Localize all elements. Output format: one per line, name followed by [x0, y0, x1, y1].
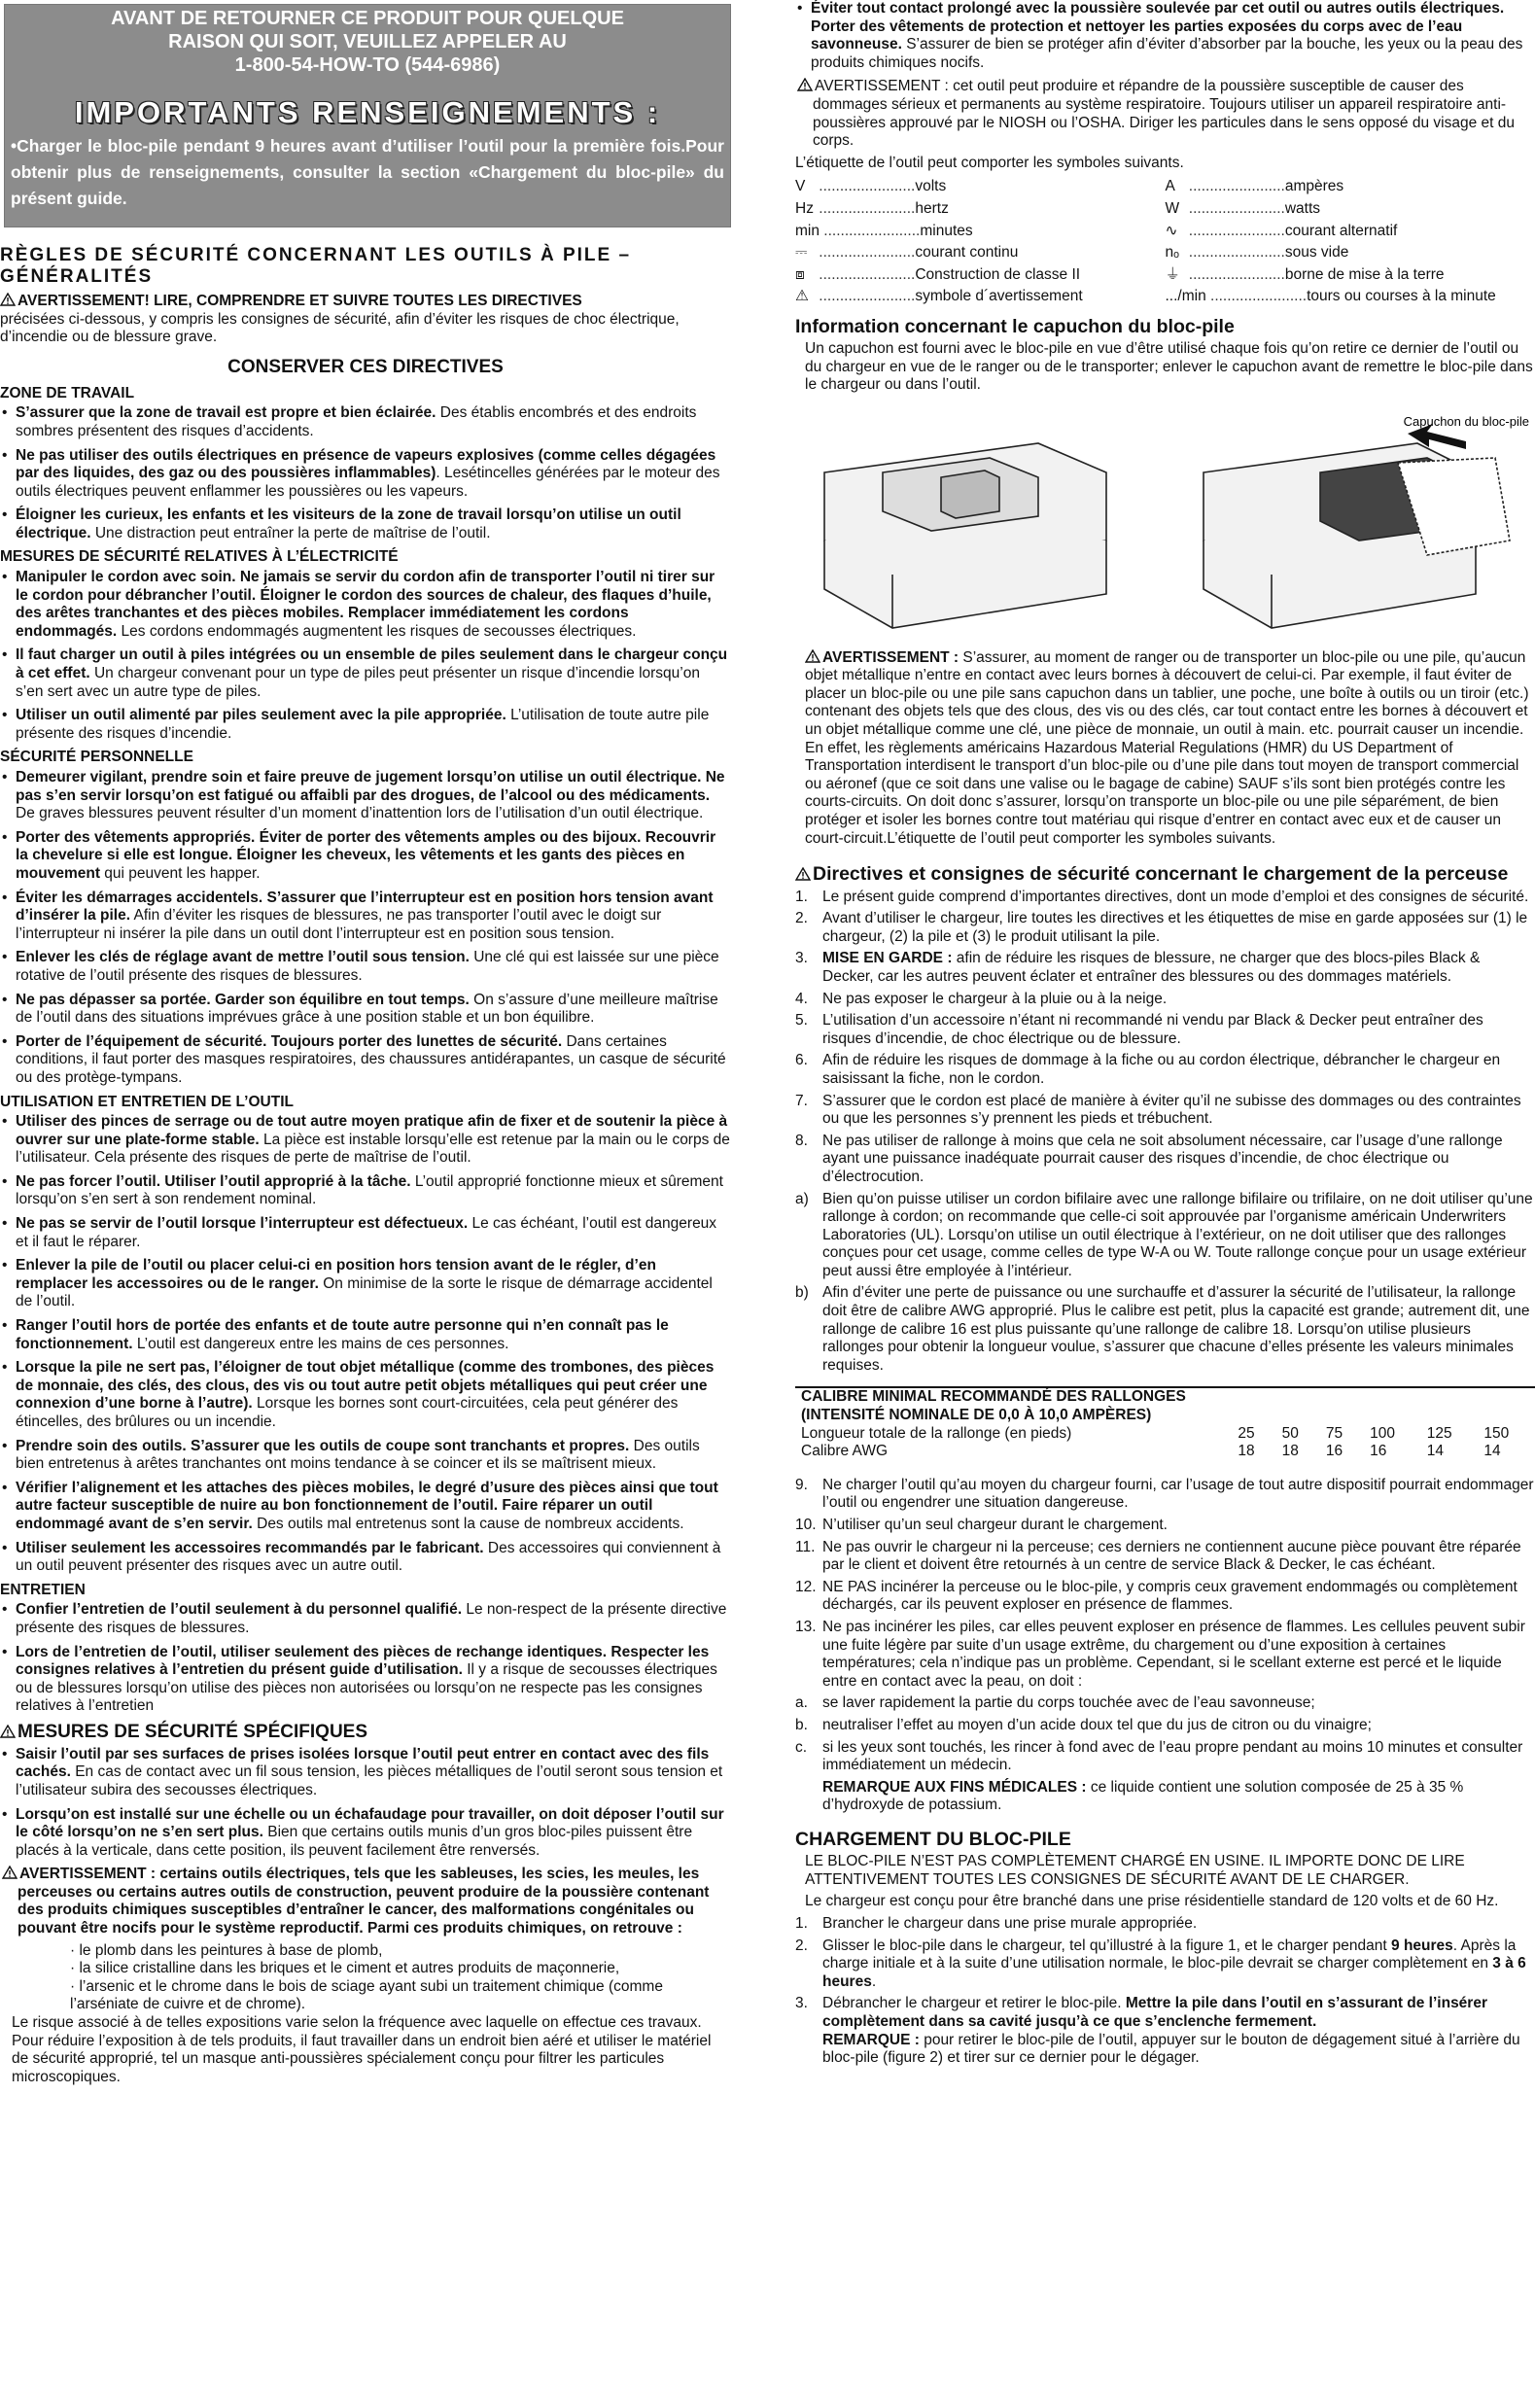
numbered-item	[795, 1739, 1535, 1775]
numbered-item	[795, 1284, 1535, 1375]
item-text: Des établis encombrés et des endroits sombres présentent des risques d’accidents.	[16, 404, 697, 439]
chem-item-1: · le plomb dans les peintures à base de plomb,	[70, 1941, 383, 1959]
numbered-item	[795, 1191, 1535, 1281]
item-bold: Enlever la pile de l’outil ou placer celui-ci en position hors tension avant de le régler, d’en remplacer les accessoires ou de le ranger.	[16, 1257, 656, 1292]
list-item	[0, 1438, 731, 1474]
charging-title: CHARGEMENT DU BLOC-PILE	[795, 1828, 1071, 1850]
item-bold: Éloigner les curieux, les enfants et les visiteurs de la zone de travail lorsqu’on utilise un outil électrique.	[16, 506, 681, 541]
item-text: De graves blessures peuvent résulter d’un moment d’inattention lors de l’utilisation d’un outil électrique.	[16, 805, 704, 822]
section-list	[0, 569, 731, 743]
dust-warning	[795, 78, 1535, 150]
header-box	[4, 4, 731, 227]
item-bold: Éviter les démarrages accidentels. S’assurer que l’interrupteur est en position hors tension avant d’insérer la pile.	[16, 889, 714, 925]
numbered-item	[795, 1052, 1535, 1088]
warning-icon	[795, 867, 811, 881]
charge-list-2	[795, 1477, 1535, 1775]
symbol-glyph: ⏚	[1165, 265, 1181, 283]
symbol-dots: .......................	[1184, 199, 1285, 217]
item-text: Le présent guide comprend d’importantes directives, dont un mode d’emploi et des consignes de sécurité.	[822, 888, 1529, 905]
symbol-cell	[795, 264, 1166, 287]
list-item	[0, 569, 731, 641]
item-bold: Ne pas utiliser des outils électriques en présence de vapeurs explosives (comme celles dégagées par des liquides, des gaz ou des poussières inflammables)	[16, 446, 716, 482]
symbol-cell	[1166, 221, 1535, 243]
item-text: . Après la charge initiale et à la suite d’une utilisation normale, le bloc-pile devrait se charger complètement en	[822, 1937, 1517, 1972]
item-number: 1.	[795, 1915, 808, 1933]
item-text: Une clé qui est laissée sur une pièce rotative de l’outil présente des risques de blessures.	[16, 949, 719, 984]
charge-list	[795, 889, 1535, 1376]
symbol-cell	[795, 176, 1166, 198]
symbol-glyph: ∿	[1165, 222, 1178, 239]
item-text: qui peuvent les happer.	[100, 864, 261, 882]
specific-title-text: MESURES DE SÉCURITÉ SPÉCIFIQUES	[17, 1721, 368, 1742]
cord-cell: 18	[1281, 1443, 1299, 1460]
symbol-row	[795, 286, 1535, 308]
battery-cap-figure	[795, 404, 1535, 638]
item-bold: Porter des vêtements appropriés. Éviter de porter des vêtements amples ou des bijoux. Recouvrir la chevelure si elle est longue. Éloigner les cheveux, les vêtements et les gants des pièces en mouvement	[16, 828, 716, 882]
section-list	[0, 1113, 731, 1576]
charging-steps	[795, 1915, 1535, 2068]
symbol-dots: .......................	[1184, 178, 1285, 195]
numbered-item	[795, 1717, 1535, 1735]
item-text: Le non-respect de la présente directive présente des risques de blessures.	[16, 1601, 727, 1636]
section-heading: SÉCURITÉ PERSONNELLE	[0, 749, 193, 766]
section-list	[0, 769, 731, 1088]
warning-bold: AVERTISSEMENT! LIRE, COMPRENDRE ET SUIVRE TOUTES LES DIRECTIVES	[17, 293, 582, 310]
symbol-dots: .......................	[1184, 265, 1285, 283]
item-bold: Lorsque la pile ne sert pas, l’éloigner de tout objet métallique (comme des trombones, des pièces de monnaie, des clés, des clous, des vis ou tout autre petit objets métalliques qui peut créer une connexion d’une borne à l’autre).	[16, 1359, 715, 1413]
item-text: Ne pas exposer le chargeur à la pluie ou à la neige.	[822, 990, 1168, 1007]
medical-note	[795, 1779, 1535, 1815]
cord-cell: 100	[1370, 1424, 1396, 1442]
cord-cell: 16	[1370, 1443, 1387, 1460]
medical-text: ce liquide contient une solution composée de 25 à 35 % d’hydroxyde de potassium.	[822, 1778, 1464, 1814]
numbered-item	[795, 1093, 1535, 1129]
item-bold: Prendre soin des outils. S’assurer que les outils de coupe sont tranchants et propres.	[16, 1437, 630, 1454]
list-item	[0, 1540, 731, 1576]
symbols-table	[795, 176, 1535, 308]
item-text: Glisser le bloc-pile dans le chargeur, tel qu’illustré à la figure 1, et le charger pendant	[822, 1937, 1392, 1954]
list-item	[0, 707, 731, 743]
item-number: a)	[795, 1190, 809, 1207]
symbols-intro: L’étiquette de l’outil peut comporter les symboles suivants.	[795, 154, 1184, 171]
list-item	[0, 890, 731, 944]
list-item	[0, 1257, 731, 1311]
symbol-glyph: nₒ	[1165, 244, 1179, 262]
item-text: Brancher le chargeur dans une prise murale appropriée.	[822, 1915, 1198, 1933]
list-item	[0, 1359, 731, 1431]
symbol-dots: .......................	[815, 199, 916, 217]
list-item	[0, 1480, 731, 1534]
symbol-cell	[795, 286, 1166, 308]
list-item	[0, 1033, 731, 1088]
symbol-label: tours ou courses à la minute	[1307, 288, 1496, 305]
numbered-item	[795, 1619, 1535, 1691]
symbol-cell	[1166, 286, 1535, 308]
section-heading: MESURES DE SÉCURITÉ RELATIVES À L’ÉLECTRICITÉ	[0, 548, 399, 566]
warning-icon	[0, 293, 16, 306]
warning-text: précisées ci-dessous, y compris les consignes de sécurité, afin d’éviter les risques de choc électrique, d’incendie ou de blessure grave.	[0, 310, 680, 346]
dust-list	[795, 0, 1535, 72]
item-number: 4.	[795, 990, 808, 1007]
warning-icon	[2, 1866, 17, 1879]
cap-label: Capuchon du bloc-pile	[1403, 414, 1529, 430]
item-bold: Il faut charger un outil à piles intégrées ou un ensemble de piles seulement dans le chargeur conçu à cet effet.	[16, 646, 728, 682]
cord-row1-label: Longueur totale de la rallonge (en pieds)	[801, 1424, 1072, 1442]
symbol-glyph: Hz	[795, 199, 814, 217]
item-text: neutraliser l’effet au moyen d’un acide doux tel que du jus de citron ou du vinaigre;	[822, 1716, 1372, 1733]
symbol-cell	[795, 242, 1166, 264]
item-text: Débrancher le chargeur et retirer le bloc-pile.	[822, 1995, 1126, 2012]
battery-pack-right	[1204, 443, 1510, 628]
symbol-dots: .......................	[815, 288, 916, 305]
symbol-label: ampères	[1284, 178, 1344, 195]
item-text: L’outil est dangereux entre les mains de ces personnes.	[132, 1335, 509, 1352]
symbol-glyph: V	[795, 178, 806, 195]
list-item	[0, 769, 731, 823]
section-list	[0, 1601, 731, 1716]
item-number: 2.	[795, 910, 808, 927]
section-heading: ZONE DE TRAVAIL	[0, 384, 135, 401]
symbol-dots: .......................	[815, 244, 916, 262]
numbered-item	[795, 1539, 1535, 1575]
symbol-label: watts	[1284, 199, 1321, 217]
item-bold: Utiliser un outil alimenté par piles seulement avec la pile appropriée.	[16, 707, 506, 724]
item-text: En cas de contact avec un fil sous tension, les pièces métalliques de l’outil seront sous tension et l’utilisateur subira des secousses électriques.	[16, 1763, 723, 1798]
numbered-item	[795, 1012, 1535, 1048]
cord-cell: 18	[1238, 1443, 1255, 1460]
item-bold: Ranger l’outil hors de portée des enfants et de toute autre personne qui n’en connaît pas le fonctionnement.	[16, 1317, 669, 1352]
symbol-dots: .......................	[815, 265, 916, 283]
item-number: 8.	[795, 1132, 808, 1149]
item-bold: Enlever les clés de réglage avant de mettre l’outil sous tension.	[16, 949, 470, 966]
symbol-label: volts	[915, 178, 947, 195]
item-text: Des outils bien entretenus à arêtes tranchantes ont moins tendance à se coincer et ils se maîtrisent mieux.	[16, 1437, 700, 1473]
cord-cell: 150	[1483, 1424, 1510, 1442]
list-item	[0, 1317, 731, 1353]
item-number: 3.	[795, 950, 808, 967]
symbol-label: hertz	[915, 199, 949, 217]
item-number: 9.	[795, 1476, 808, 1493]
item-bold: Ne pas se servir de l’outil lorsque l’interrupteur est défectueux.	[16, 1215, 469, 1233]
left-column	[0, 0, 731, 2408]
item-text: Afin de réduire les risques de dommage à la fiche ou au cordon électrique, débrancher le chargeur en saisissant la fiche, non le cordon.	[822, 1052, 1501, 1087]
item-number: 10.	[795, 1517, 817, 1533]
item-text: Des outils mal entretenus sont la cause de nombreux accidents.	[252, 1515, 684, 1532]
numbered-item	[795, 1995, 1535, 2067]
cord-cell: 125	[1426, 1424, 1452, 1442]
important-title: IMPORTANTS RENSEIGNEMENTS :	[74, 95, 661, 129]
item-text: Le cas échéant, l’outil est dangereux et il faut le réparer.	[16, 1215, 717, 1250]
chem-list	[0, 1942, 731, 2014]
item-bold: MISE EN GARDE :	[822, 950, 953, 967]
item-bold: 9 heures	[1391, 1937, 1453, 1954]
item-text: . Lesétincelles générées par le moteur des outils électriques peuvent enflammer les poussières ou les vapeurs.	[16, 465, 720, 500]
cord-row-length	[795, 1425, 1535, 1444]
symbol-cell	[1166, 176, 1535, 198]
item-bold: Confier l’entretien de l’outil seulement à du personnel qualifié.	[16, 1601, 463, 1619]
symbol-cell	[1166, 198, 1535, 221]
cord-title-2: (INTENSITÉ NOMINALE DE 0,0 À 10,0 AMPÈRES)	[801, 1407, 1152, 1424]
warning-icon	[797, 78, 813, 91]
symbol-cell	[795, 221, 1166, 243]
item-number: 11.	[795, 1538, 816, 1555]
warning-icon	[0, 1725, 16, 1738]
item-text: Afin d’éviter une perte de puissance ou une surchauffe et d’assurer la sécurité de l’utilisateur, la rallonge doit être de calibre AWG approprié. Plus le calibre est petit, plus la capacité est grande; autrement dit, une rallonge de calibre 16 est plus puissante qu’une rallonge de calibre 18. Lorsqu’on utilise plusieurs rallonges pour obtenir la longueur voulue, s’assurer que chacune d’elles présente les valeurs minimales requises.	[822, 1284, 1530, 1374]
item-text: Lorsque les bornes sont court-circuitées, cela peut générer des étincelles, des brûlures ou un incendie.	[16, 1395, 679, 1431]
item-text: Des accessoires qui conviennent à un outil peuvent présenter des risques avec un autre outil.	[16, 1539, 721, 1575]
item-text: se laver rapidement la partie du corps touchée avec de l’eau savonneuse;	[822, 1694, 1315, 1712]
item-bold: 3 à 6 heures	[822, 1955, 1526, 1990]
item-text: La pièce est instable lorsqu’elle est retenue par la main ou le corps de l’utilisateur. Cela présente des risques de perte de maîtrise de l’outil.	[16, 1131, 730, 1167]
numbered-item	[795, 991, 1535, 1009]
list-item	[0, 992, 731, 1028]
chem-warning	[0, 1866, 731, 1937]
item-bold: Manipuler le cordon avec soin. Ne jamais se servir du cordon afin de transporter l’outil ni tirer sur le cordon pour débrancher l’outil. Éloigner le cordon des sources de chaleur, des flaques d’huile, des arêtes tranchantes et des pièces mobiles. Remplacer immédiatement les cordons endommagés.	[16, 569, 715, 640]
symbol-dots: .......................	[1184, 244, 1285, 262]
item-bold: Saisir l’outil par ses surfaces de prises isolées lorsque l’outil peut entrer en contact avec des fils cachés.	[16, 1745, 710, 1781]
list-item	[0, 949, 731, 985]
item-number: 3.	[795, 1995, 808, 2012]
dust-bullet-bold: Éviter tout contact prolongé avec la poussière soulevée par cet outil ou autres outils électriques. Porter des vêtements de protection et nettoyer les parties exposées du corps avec de l’eau savonneuse.	[811, 0, 1505, 53]
symbol-label: Construction de classe II	[915, 265, 1081, 283]
item-text: L’outil approprié fonctionne mieux et sûrement lorsqu’on s’en sert à son rendement nominal.	[16, 1172, 723, 1208]
item-text: On s’assure d’une meilleure maîtrise de l’outil dans des situations imprévues grâce à une position stable et un bon équilibre.	[16, 991, 718, 1027]
list-item	[0, 1644, 731, 1716]
cord-table	[795, 1386, 1535, 1460]
item-text: Il y a risque de secousses électriques ou de blessures lorsqu’on utilise des pièces non autorisées ou lorsqu’on ne respecte pas les consignes relatives à l’entretien	[16, 1661, 717, 1715]
item-number: a.	[795, 1694, 808, 1712]
important-text: •Charger le bloc-pile pendant 9 heures avant d’utiliser l’outil pour la première fois.Pour obtenir plus de renseignements, consulter la section «Chargement du bloc-pile» du présent guide.	[11, 136, 724, 209]
dust-bullet-text: S’assurer de bien se protéger afin d’éviter d’absorber par la bouche, les yeux ou la peau des produits chimiques nocifs.	[811, 36, 1523, 71]
symbol-label: courant continu	[915, 244, 1019, 262]
item-number: 7.	[795, 1092, 808, 1109]
item-text: Un chargeur convenant pour un type de piles peut présenter un risque d’incendie lorsqu’on s’en sert avec un autre type de piles.	[16, 665, 700, 700]
list-item	[0, 404, 731, 440]
symbol-glyph: min	[795, 222, 820, 239]
item-text: Dans certaines conditions, il faut porter des masques respiratoires, des chaussures antidérapantes, un casque de sécurité ou des protège-tympans.	[16, 1032, 726, 1086]
specific-list	[0, 1746, 731, 1861]
item-number: b)	[795, 1284, 809, 1302]
item-number: 13.	[795, 1618, 817, 1635]
numbered-item	[795, 950, 1535, 986]
item-number: 1.	[795, 888, 808, 905]
symbol-dots: .......................	[1184, 222, 1285, 239]
symbol-row	[795, 221, 1535, 243]
cord-cell: 50	[1281, 1424, 1299, 1442]
symbol-glyph: .../min	[1165, 288, 1206, 305]
symbol-row	[795, 198, 1535, 221]
symbol-label: borne de mise à la terre	[1284, 265, 1445, 283]
store-warning-text: S’assurer, au moment de ranger ou de transporter un bloc-pile ou une pile, qu’aucun objet métallique n’entre en contact avec leurs bornes à découvert de celui-ci. Par exemple, il faut éviter de placer un bloc-pile ou une pile sans capuchon dans un tablier, une poche, une boîte à outils ou un tiroir (etc.) contenant des objets tels que des clous, des vis ou des clés, car tout contact entre les bornes à découvert et un objet métallique comme une clé, une pièce de monnaie, un outil à main. etc. pourrait causer un incendie. En effet, les règlements américains Hazardous Material Regulations (HMR) du US Department of Transportation interdisent le transport d’un bloc-pile ou d’une pile dans tout moyen de transport commercial ou aéronef (que ce soit dans une valise ou le bagage de cabine) SAUF s’ils sont bien protégés contre les courts-circuits. On doit donc s’assurer, lorsqu’on transporte un bloc-pile ou une pile séparément, de bien protéger et isoler les bornes contre tout matériau qui risque d’entrer en contact avec eux et de causer un court-circuit.L’étiquette de l’outil peut comporter les symboles suivants.	[805, 648, 1529, 847]
charging-intro: LE BLOC-PILE N’EST PAS COMPLÈTEMENT CHARGÉ EN USINE. IL IMPORTE DONC DE LIRE ATTENTIVEMENT TOUTES LES CONSIGNES DE SÉCURITÉ AVANT DE LE CHARGER.	[805, 1853, 1465, 1888]
list-item	[0, 1806, 731, 1861]
item-bold: Vérifier l’alignement et les attaches des pièces mobiles, le degré d’usure des pièces ainsi que tout autre facteur susceptible de nuire au bon fonctionnement de l’outil. Faire réparer un outil endommagé avant de s’en servir.	[16, 1479, 718, 1532]
item-bold: Lors de l’entretien de l’outil, utiliser seulement des pièces de rechange identiques. Respecter les consignes relatives à l’entretien du présent guide d’utilisation.	[16, 1643, 710, 1679]
medical-bold: REMARQUE AUX FINS MÉDICALES :	[822, 1778, 1087, 1796]
symbol-glyph: ⎓	[795, 244, 808, 262]
charge-title	[795, 863, 1535, 886]
main-title: RÈGLES DE SÉCURITÉ CONCERNANT LES OUTILS À PILE – GÉNÉRALITÉS	[0, 244, 632, 288]
specific-title	[0, 1722, 731, 1744]
item-text: L’utilisation d’un accessoire n’étant ni recommandé ni vendu par Black & Decker peut entraîner des risques d’incendie, de choc électrique ou de blessure.	[822, 1012, 1483, 1047]
item-text: .	[871, 1972, 877, 1990]
section-heading: ENTRETIEN	[0, 1581, 86, 1598]
list-item	[0, 646, 731, 701]
charging-line: Le chargeur est conçu pour être branché dans une prise résidentielle standard de 120 volts et de 60 Hz.	[805, 1893, 1499, 1910]
numbered-item	[795, 1517, 1535, 1535]
general-warning	[0, 293, 731, 347]
symbol-cell	[1166, 264, 1535, 287]
symbol-label: minutes	[920, 222, 973, 239]
battery-pack-left	[824, 443, 1106, 628]
item-text: On minimise de la sorte le risque de démarrage accidentel de l’outil.	[16, 1274, 713, 1310]
item-number: c.	[795, 1738, 808, 1756]
item-bold: Lorsqu’on est installé sur une échelle ou un échafaudage pour travailler, on doit déposer l’outil sur le côté lorsqu’on ne s’en sert plus.	[16, 1805, 724, 1841]
cord-cell: 25	[1238, 1424, 1255, 1442]
conserve-heading: CONSERVER CES DIRECTIVES	[227, 356, 504, 377]
item-bold: Ne pas forcer l’outil. Utiliser l’outil approprié à la tâche.	[16, 1172, 411, 1190]
item-text: Bien que certains outils munis d’un gros bloc-piles puissent être placés à la verticale, dans cette position, ils peuvent facilement être renversés.	[16, 1824, 693, 1859]
item-text: afin de réduire les risques de blessure, ne charger que des blocs-piles Black & Decker, car les autres peuvent éclater et entraîner des blessures ou des dommages matériels.	[822, 950, 1481, 985]
item-text: Ne pas incinérer les piles, car elles peuvent exploser en présence de flammes. Les cellules peuvent subir une fuite légère par suite d’un usage extrême, du chargement ou d’une exposition à certaines températures; cela n’indique pas un problème. Cependant, si le scellant externe est percé et le liquide entre en contact avec la peau, on doit :	[822, 1618, 1525, 1690]
item-text: Afin d’éviter les risques de blessures, ne pas transporter l’outil avec le doigt sur l’interrupteur ni insérer la pile dans un outil dont l’interrupteur est en position sous tension.	[16, 907, 662, 942]
cord-cell: 14	[1483, 1443, 1501, 1460]
item-text: Ne charger l’outil qu’au moyen du chargeur fourni, car l’usage de tout autre dispositif pourrait endommager l’outil ou engendrer une situation dangereuse.	[822, 1476, 1534, 1512]
symbol-cell	[1166, 242, 1535, 264]
item-text: L’utilisation de toute autre pile présente des risques d’incendie.	[16, 707, 710, 742]
symbol-label: sous vide	[1284, 244, 1349, 262]
item-number: 6.	[795, 1052, 808, 1069]
numbered-item	[795, 910, 1535, 946]
numbered-item	[795, 1915, 1535, 1934]
item-bold: Utiliser des pinces de serrage ou de tout autre moyen pratique afin de fixer et de soutenir la pièce à ouvrer sur une plate-forme stable.	[16, 1113, 728, 1148]
symbol-row	[795, 176, 1535, 198]
item-bold: Porter de l’équipement de sécurité. Toujours porter des lunettes de sécurité.	[16, 1032, 563, 1050]
item-bold: Demeurer vigilant, prendre soin et faire preuve de jugement lorsqu’on utilise un outil électrique. Ne pas s’en servir lorsqu’on est fatigué ou affaibli par des drogues, de l’alcool ou des médicaments.	[16, 769, 725, 804]
cap-text: Un capuchon est fourni avec le bloc-pile en vue d’être utilisé chaque fois qu’on retire ce dernier de l’outil ou du chargeur en vue de le ranger ou de le transporter; enlever le capuchon avant de remettre le bloc-pile dans le chargeur ou dans l’outil.	[805, 340, 1533, 394]
left-sections	[0, 385, 731, 1716]
item-bold: REMARQUE :	[822, 2031, 920, 2048]
symbol-dots: .......................	[819, 222, 921, 239]
cord-title-1: CALIBRE MINIMAL RECOMMANDÉ DES RALLONGES	[801, 1388, 1186, 1406]
symbol-glyph: ⚠	[795, 288, 809, 305]
numbered-item	[795, 889, 1535, 907]
cord-cell: 75	[1325, 1424, 1343, 1442]
item-text: S’assurer que le cordon est placé de manière à éviter qu’il ne subisse des dommages ou des contraintes ou que les personnes s’y prennent les pieds et trébuchent.	[822, 1092, 1521, 1128]
symbol-row	[795, 264, 1535, 287]
symbol-label: courant alternatif	[1284, 222, 1398, 239]
symbol-glyph: ⧈	[795, 265, 805, 283]
item-text: Ne pas ouvrir le chargeur ni la perceuse; ces derniers ne contiennent aucune pièce pouvant être réparée par le client et doivent être retournés à un centre de service Black & Decker, le cas échéant.	[822, 1538, 1521, 1574]
numbered-item	[795, 1477, 1535, 1513]
item-text: Ne pas utiliser de rallonge à moins que cela ne soit absolument nécessaire, car l’usage d’une rallonge ayant une puissance inadéquate pourrait causer des risques d’incendie, de choc électrique ou d’électrocution.	[822, 1132, 1503, 1185]
item-text: si les yeux sont touchés, les rincer à fond avec de l’eau propre pendant au moins 10 minutes et consulter immédiatement un médecin.	[822, 1738, 1523, 1774]
symbol-dots: .......................	[815, 178, 916, 195]
item-bold: Mettre la pile dans l’outil en s’assurant de l’insérer complètement dans sa cavité jusqu’à ce que s’enclenche fermement.	[822, 1995, 1487, 2031]
numbered-item	[795, 1133, 1535, 1187]
dust-warning-text: AVERTISSEMENT : cet outil peut produire et répandre de la poussière susceptible de causer des dommages sérieux et permanents au système respiratoire. Toujours utiliser un appareil respiratoire anti-poussières approuvé par le NIOSH ou l’OSHA. Diriger les particules dans le sens opposé du visage et du corps.	[813, 78, 1515, 150]
call-line-1: AVANT DE RETOURNER CE PRODUIT POUR QUELQUE	[111, 8, 624, 29]
chem-item-3: · l’arsenic et le chrome dans le bois de sciage ayant subi un traitement chimique (comme l’arséniate de cuivre et de chrome).	[70, 1977, 663, 2013]
symbol-row	[795, 242, 1535, 264]
cord-cell: 14	[1426, 1443, 1444, 1460]
list-item	[0, 1215, 731, 1251]
symbol-glyph: A	[1165, 178, 1175, 195]
call-line-3: 1-800-54-HOW-TO (544-6986)	[234, 54, 501, 76]
risk-text: Le risque associé à de telles expositions varie selon la fréquence avec laquelle on effectue ces travaux. Pour réduire l’exposition à de tels produits, il faut travailler dans un endroit bien aéré et utiliser le matériel de sécurité approprié, tel un masque anti-poussières spécialement conçu pour filtrer les particules microscopiques.	[12, 2014, 712, 2085]
item-number: 2.	[795, 1937, 808, 1954]
call-line-2: RAISON QUI SOIT, VEUILLEZ APPELER AU	[168, 31, 567, 52]
cord-row2-label: Calibre AWG	[801, 1443, 889, 1460]
symbol-dots: .......................	[1205, 288, 1308, 305]
store-warning	[795, 649, 1535, 849]
right-column	[795, 0, 1535, 2408]
item-text: pour retirer le bloc-pile de l’outil, appuyer sur le bouton de dégagement situé à l’arrière du bloc-pile (figure 2) et tirer sur ce dernier pour le dégager.	[822, 2031, 1520, 2067]
dust-bullet	[795, 0, 1535, 72]
list-item	[0, 1746, 731, 1800]
item-number: 12.	[795, 1578, 817, 1595]
list-item	[0, 506, 731, 542]
symbol-label: symbole d´avertissement	[915, 288, 1083, 305]
charge-title-text: Directives et consignes de sécurité concernant le chargement de la perceuse	[813, 863, 1509, 886]
numbered-item	[795, 1579, 1535, 1615]
symbol-glyph: W	[1165, 199, 1180, 217]
cord-row-awg	[795, 1443, 1535, 1461]
item-text: Avant d’utiliser le chargeur, lire toutes les directives et les étiquettes de mise en garde apposées sur (1) le chargeur, (2) la pile et (3) le produit utilisant la pile.	[822, 910, 1528, 945]
item-number: b.	[795, 1716, 808, 1733]
section-list	[0, 404, 731, 542]
cord-cell: 16	[1325, 1443, 1343, 1460]
item-number: 5.	[795, 1012, 808, 1030]
item-text: Bien qu’on puisse utiliser un cordon bifilaire avec une rallonge bifilaire ou trifilaire, on ne doit utiliser qu’une rallonge à cordon; on recommande que celle-ci soit approuvée par l’organisme américain Underwriters Laboratories (UL). Lorsqu’on utilise un outil électrique à l’extérieur, on ne doit utiliser que des rallonges conçues pour cet usage, comme celles de type W-A ou W. Toute rallonge conçue pour un usage extérieur peut aussi être employée à l’intérieur.	[822, 1190, 1533, 1279]
warning-icon	[805, 649, 820, 663]
numbered-item	[795, 1937, 1535, 1992]
item-bold: Utiliser seulement les accessoires recommandés par le fabricant.	[16, 1539, 484, 1556]
symbol-cell	[795, 198, 1166, 221]
item-text: NE PAS incinérer la perceuse ou le bloc-pile, y compris ceux gravement endommagés ou complètement déchargés, car ils peuvent exploser en présence de flammes.	[822, 1578, 1518, 1614]
list-item	[0, 447, 731, 502]
list-item	[0, 1601, 731, 1637]
item-text: N’utiliser qu’un seul chargeur durant le chargement.	[822, 1517, 1168, 1533]
item-text: Une distraction peut entraîner la perte de maîtrise de l’outil.	[90, 524, 491, 541]
item-bold: S’assurer que la zone de travail est propre et bien éclairée.	[16, 404, 436, 422]
list-item	[0, 829, 731, 884]
chem-warning-text: AVERTISSEMENT : certains outils électriques, tels que les sableuses, les scies, les meules, les perceuses ou certains autres outils de construction, peuvent produire de la poussière contenant des produits chimiques susceptibles d’entraîner le cancer, des malformations congénitales ou pouvant être nocifs pour le système reproductif. Parmi ces produits chimiques, on retrouve :	[17, 1866, 710, 1937]
section-heading: UTILISATION ET ENTRETIEN DE L’OUTIL	[0, 1093, 294, 1110]
list-item	[0, 1113, 731, 1168]
cap-title: Information concernant le capuchon du bloc-pile	[795, 315, 1235, 337]
list-item	[0, 1173, 731, 1209]
item-bold: Ne pas dépasser sa portée. Garder son équilibre en tout temps.	[16, 991, 470, 1008]
numbered-item	[795, 1694, 1535, 1713]
chem-item-2: · la silice cristalline dans les briques et le ciment et autres produits de maçonnerie,	[70, 1960, 620, 1977]
store-warning-bold: AVERTISSEMENT :	[822, 648, 959, 666]
item-text: Les cordons endommagés augmentent les risques de secousses électriques.	[117, 622, 637, 640]
